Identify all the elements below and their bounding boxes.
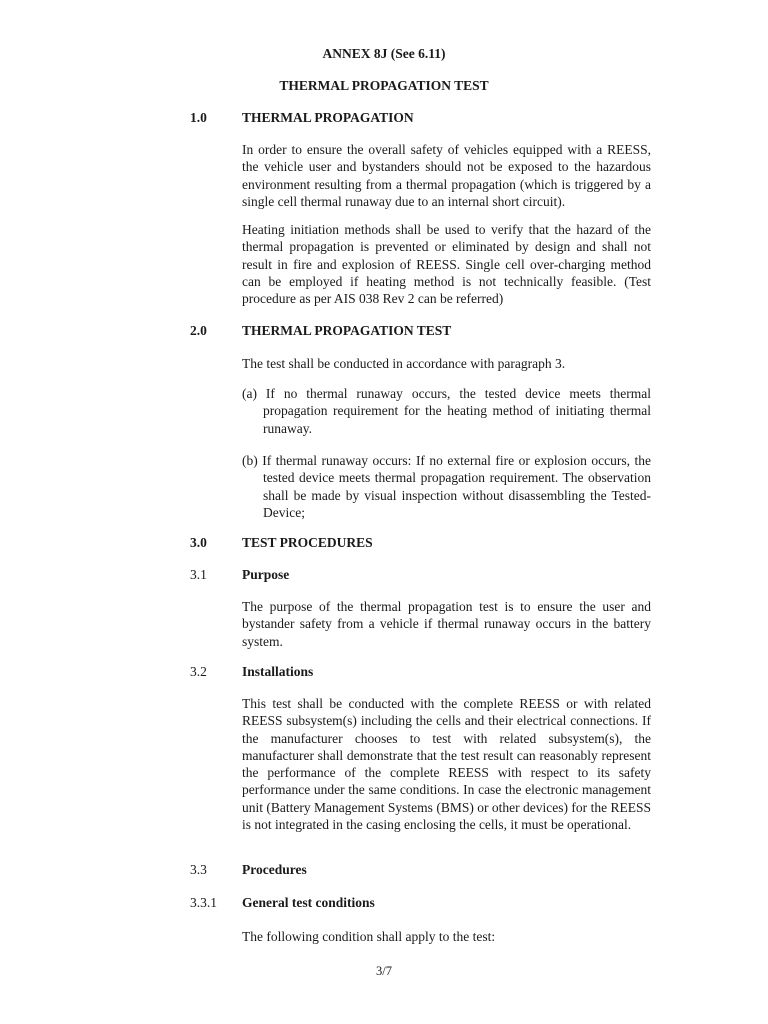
subsection-heading: General test conditions (242, 895, 375, 910)
paragraph: The purpose of the thermal propagation test is to ensure the user and bystander safety from a vehicle if thermal runaway occurs in the battery system. (242, 599, 651, 649)
paragraph: In order to ensure the overall safety of vehicles equipped with a REESS, the vehicle user and bystanders should not be exposed to the hazardous environment resulting from a thermal propagation (which is triggered by a single cell thermal runaway due to an internal short circuit). (242, 142, 651, 209)
paragraph: The test shall be conducted in accordance with paragraph 3. (242, 356, 566, 371)
paragraph: This test shall be conducted with the complete REESS or with related REESS subsystem(s) including the cells and their electrical connections. If the manufacturer chooses to test with related subsystem(s), the manufacturer shall demonstrate that the test result can reasonably represent the performance of the complete REESS with respect to its safety performance under the same conditions. In case the electronic management unit (Battery Management Systems (BMS) or other devices) for the REESS is not integrated in the casing enclosing the cells, it must be operational. (242, 696, 651, 833)
subsection-number: 3.2 (190, 664, 207, 679)
section-number: 2.0 (190, 323, 207, 338)
section-number: 3.0 (190, 535, 207, 550)
subsection-heading: Procedures (242, 862, 307, 877)
page-number: 3/7 (376, 964, 392, 978)
list-item: (a) If no thermal runaway occurs, the tested device meets thermal propagation requirement for the heating method of initiating thermal runaway. (242, 386, 651, 436)
subsection-heading: Purpose (242, 567, 290, 582)
paragraph: Heating initiation methods shall be used to verify that the hazard of the thermal propagation is prevented or eliminated by design and shall not result in fire and explosion of REESS. Single cell over-charging method can be employed if heating method is not technically feasible. (Test procedure as per AIS 038 Rev 2 can be referred) (242, 222, 651, 307)
paragraph: The following condition shall apply to the test: (242, 929, 496, 944)
section-heading: THERMAL PROPAGATION (242, 110, 414, 125)
subsection-number: 3.1 (190, 567, 207, 582)
subsection-heading: Installations (242, 664, 314, 679)
subsection-number: 3.3.1 (190, 895, 217, 910)
subsection-number: 3.3 (190, 862, 207, 877)
section-heading: THERMAL PROPAGATION TEST (242, 323, 452, 338)
document-title: THERMAL PROPAGATION TEST (279, 78, 489, 93)
list-item: (b) If thermal runaway occurs: If no external fire or explosion occurs, the tested device meets thermal propagation requirement. The observation shall be made by visual inspection without disassembling the Tested-Device; (242, 453, 651, 520)
section-number: 1.0 (190, 110, 207, 125)
annex-title: ANNEX 8J (See 6.11) (322, 46, 446, 61)
section-heading: TEST PROCEDURES (242, 535, 373, 550)
